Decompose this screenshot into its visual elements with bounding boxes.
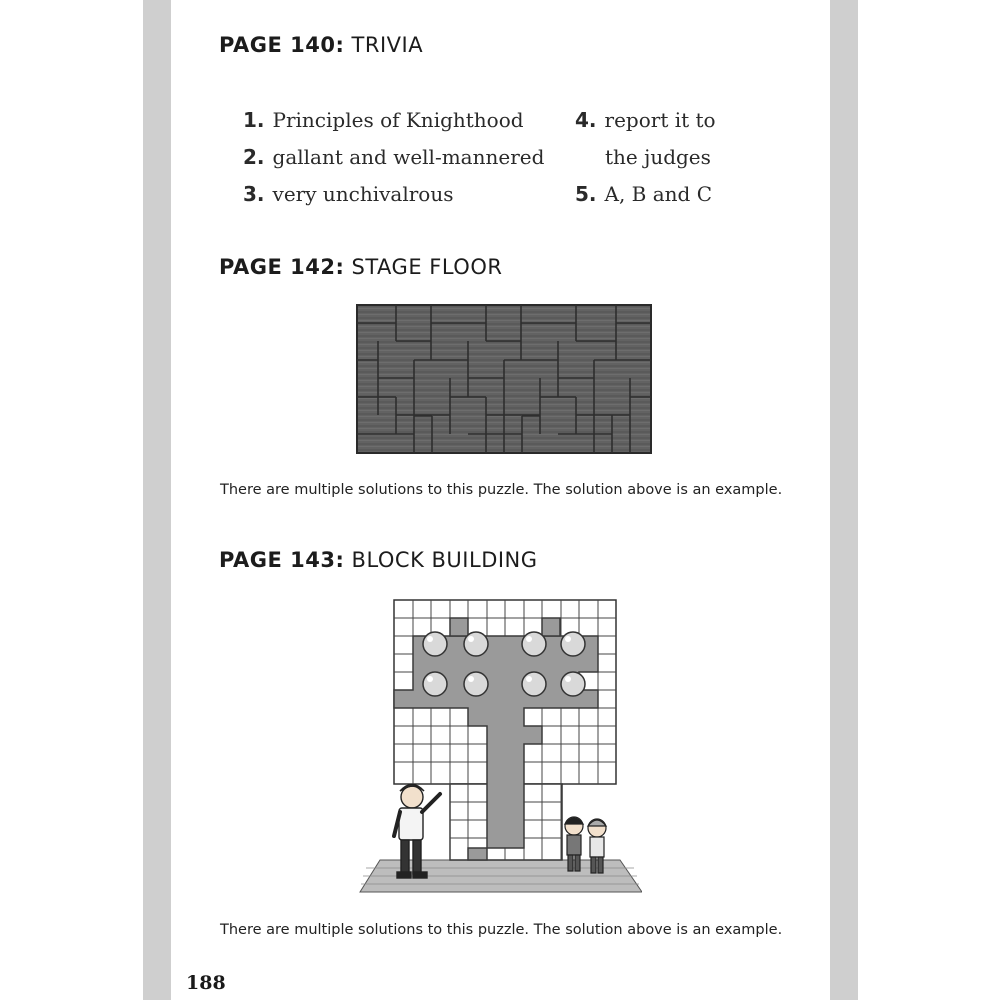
section-heading-stage-floor: [219, 255, 502, 279]
section-heading-trivia: [219, 33, 423, 57]
answer-number: 4.: [575, 108, 597, 132]
heading-title: TRIVIA: [351, 33, 424, 57]
heading-page-ref: PAGE 140:: [219, 33, 345, 57]
trivia-answer-4-continued: [605, 145, 711, 169]
answer-number: 5.: [575, 182, 597, 206]
answer-text: Principles of Knighthood: [272, 108, 524, 132]
page-number: 188: [186, 972, 226, 994]
trivia-answer-1: [243, 108, 524, 132]
trivia-answer-4: [575, 108, 716, 132]
answer-number: 1.: [243, 108, 265, 132]
answer-text: very unchivalrous: [272, 182, 454, 206]
heading-title: STAGE FLOOR: [351, 255, 503, 279]
heading-page-ref: PAGE 142:: [219, 255, 345, 279]
heading-title: BLOCK BUILDING: [351, 548, 538, 572]
heading-page-ref: PAGE 143:: [219, 548, 345, 572]
right-margin-bar: [830, 0, 858, 1000]
answer-text: gallant and well-mannered: [272, 145, 545, 169]
stage-floor-note: There are multiple solutions to this puzzle. The solution above is an example.: [220, 482, 783, 498]
trivia-answer-3: [243, 182, 453, 206]
block-building-note: There are multiple solutions to this puzzle. The solution above is an example.: [220, 922, 783, 938]
stage-floor-solution-illustration: [356, 304, 652, 454]
answer-number: 2.: [243, 145, 265, 169]
section-heading-block-building: [219, 548, 538, 572]
left-margin-bar: [143, 0, 171, 1000]
answer-text: A, B and C: [604, 182, 712, 206]
block-building-solution-illustration: [358, 598, 642, 896]
trivia-answer-5: [575, 182, 712, 206]
trivia-answer-2: [243, 145, 544, 169]
answer-text: report it to: [604, 108, 716, 132]
answer-text: the judges: [605, 145, 711, 169]
answer-number: 3.: [243, 182, 265, 206]
